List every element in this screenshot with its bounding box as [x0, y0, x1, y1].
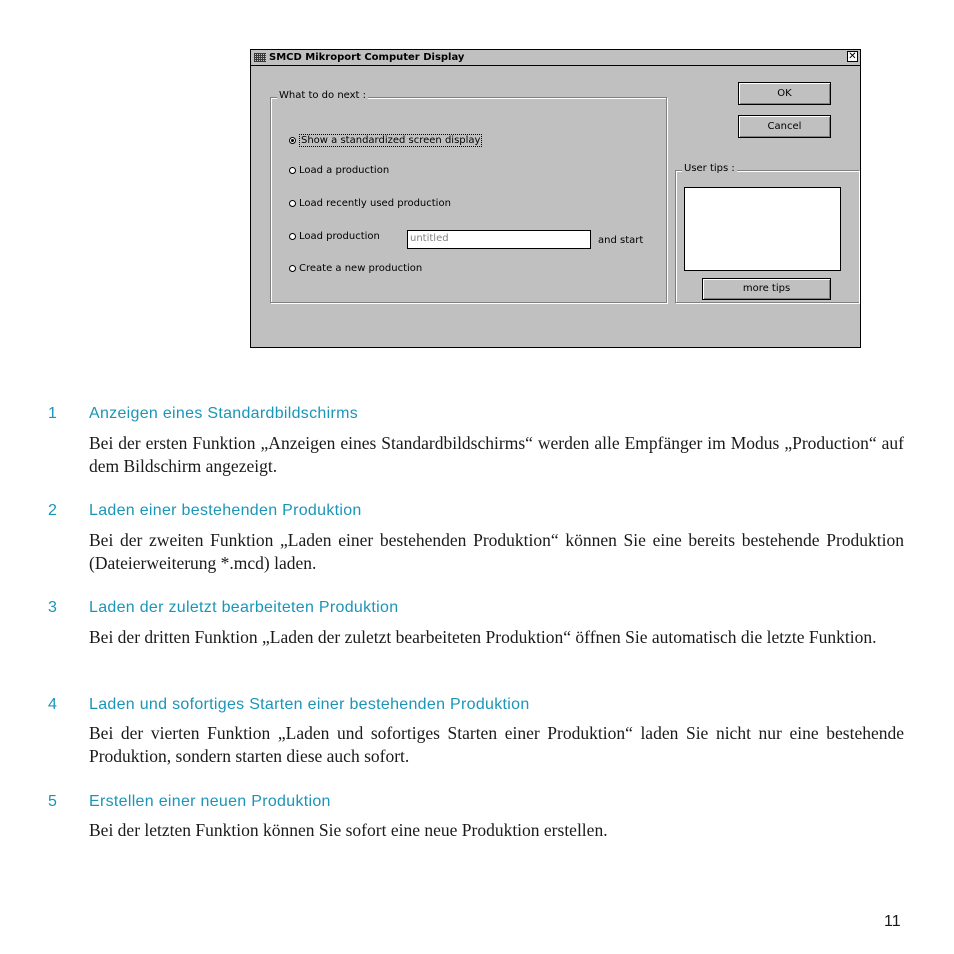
- section-heading: Laden einer bestehenden Produktion: [89, 502, 362, 519]
- user-tips-label: User tips :: [684, 163, 735, 174]
- section-heading: Erstellen einer neuen Produktion: [89, 793, 331, 810]
- option-label: Show a standardized screen display: [301, 135, 481, 146]
- section-body: Bei der ersten Funktion „Anzeigen eines Standardbildschirms“ werden alle Empfänger im Modus „Production“ auf dem Bildschirm angezeigt.: [89, 433, 904, 476]
- smcd-dialog-window: [250, 49, 861, 348]
- section-body: Bei der dritten Funktion „Laden der zuletzt bearbeiteten Produktion“ öffnen Sie automatisch die letzte Funktion.: [89, 627, 877, 647]
- dialog-titlebar: [251, 50, 860, 66]
- section-body: Bei der zweiten Funktion „Laden einer bestehenden Produktion“ können Sie eine bereits bestehende Produktion (Dateierweiterung *.mcd) laden.: [89, 530, 904, 573]
- radio-icon[interactable]: [289, 200, 296, 207]
- close-icon[interactable]: ✕: [848, 51, 857, 62]
- option-create-new-production[interactable]: [289, 263, 422, 274]
- user-tips-textbox: [684, 187, 841, 271]
- section-number: 1: [48, 405, 58, 422]
- section-heading: Laden und sofortiges Starten einer bestehenden Produktion: [89, 696, 530, 713]
- radio-icon[interactable]: [289, 233, 296, 240]
- option-load-recent-production[interactable]: [289, 198, 451, 209]
- ok-button[interactable]: OK: [738, 82, 831, 105]
- app-icon: [254, 53, 266, 62]
- dialog-title: SMCD Mikroport Computer Display: [269, 52, 465, 63]
- production-name-input[interactable]: untitled: [407, 230, 591, 249]
- section-number: 3: [48, 599, 58, 616]
- section-body: Bei der vierten Funktion „Laden und sofortiges Starten einer Produktion“ laden Sie nicht nur eine bestehende Produktion, sondern starten diese auch sofort.: [89, 723, 904, 766]
- what-to-do-next-label: What to do next :: [279, 90, 367, 101]
- option-load-and-start-production[interactable]: [289, 231, 380, 242]
- section-number: 5: [48, 793, 58, 810]
- radio-icon[interactable]: [289, 265, 296, 272]
- radio-icon[interactable]: [289, 167, 296, 174]
- option-load-production[interactable]: [289, 165, 389, 176]
- and-start-label: and start: [598, 235, 644, 246]
- section-body: Bei der letzten Funktion können Sie sofort eine neue Produktion erstellen.: [89, 820, 608, 840]
- option-label: Load a production: [299, 165, 390, 176]
- cancel-button[interactable]: Cancel: [738, 115, 831, 138]
- option-show-standard-display[interactable]: [289, 134, 482, 147]
- option-label: Create a new production: [299, 263, 423, 274]
- option-label: Load recently used production: [299, 198, 451, 209]
- section-heading: Laden der zuletzt bearbeiteten Produktion: [89, 599, 399, 616]
- page-number: 11: [884, 913, 901, 930]
- option-label: Load production: [299, 231, 380, 242]
- radio-selected-icon[interactable]: [289, 137, 296, 144]
- section-heading: Anzeigen eines Standardbildschirms: [89, 405, 359, 422]
- section-number: 4: [48, 696, 58, 713]
- more-tips-button[interactable]: more tips: [702, 278, 831, 300]
- section-number: 2: [48, 502, 58, 519]
